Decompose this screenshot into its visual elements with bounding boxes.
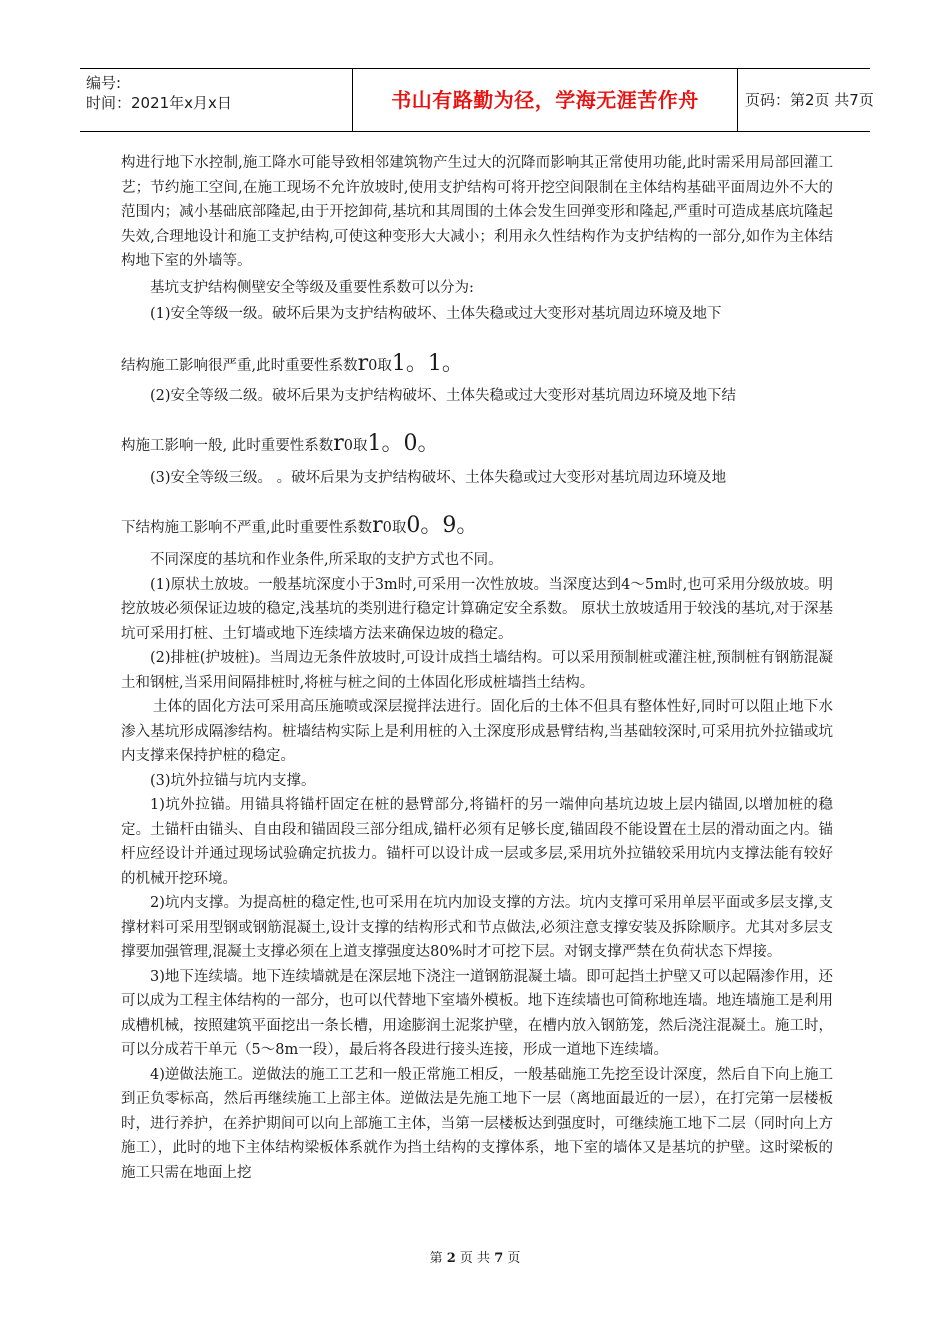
level-2-text: 构施工影响一般, 此时重要性系数 [121, 437, 334, 454]
paragraph-slope: (1)原状土放坡。一般基坑深度小于3m时,可采用一次性放坡。当深度达到4～5m时,也可采用分级放坡。明挖放坡必须保证边坡的稳定,浅基坑的类别进行稳定计算确定安全系数。 原状土放坡适用于较浅的基坑,对于深基坑可采用打桩、土钉墙或地下连续墙方法来确保边坡的稳定。 [121, 576, 833, 642]
header-motto: 书山有路勤为径，学海无涯苦作舟 [391, 88, 699, 112]
date-label: 时间：2021年x月x日 [86, 94, 232, 112]
header-meta [86, 73, 286, 113]
level-1-subscript: 0取 [368, 357, 392, 374]
footer-total-pages: 7 [494, 1251, 504, 1266]
footer-text: 页 [507, 1251, 521, 1266]
paragraph-level-1: (1)安全等级一级。破坏后果为支护结构破坏、土体失稳或过大变形对基坑周边环境及地下 [150, 306, 722, 322]
footer-text: 第 [429, 1251, 443, 1266]
paragraph-level-2-cont [121, 432, 833, 459]
header-page-info: 页码：第2页 共7页 [745, 91, 874, 109]
paragraph-level-1-cont [121, 352, 833, 379]
paragraph-level-2: (2)安全等级二级。破坏后果为支护结构破坏、土体失稳或过大变形对基坑周边环境及地下结 [150, 388, 737, 404]
document-body [121, 151, 833, 1185]
paragraph-soil-stabilization: 土体的固化方法可采用高压施喷或深层搅拌法进行。固化后的土体不但具有整体性好,同时可以阻止地下水渗入基坑形成隔渗结构。桩墙结构实际上是利用桩的入土深度形成悬臂结构,当基础较深时,可采用抗外拉锚或坑内支撑来保持护桩的稳定。 [121, 699, 833, 764]
level-2-value: 1。0。 [367, 430, 440, 456]
paragraph-piles: (2)排桩(护坡桩)。当周边无条件放坡时,可设计成挡土墙结构。可以采用预制桩或灌注桩,预制桩有钢筋混凝土和钢桩,当采用间隔排桩时,将桩与桩之间的土体固化形成桩墙挡土结构。 [121, 650, 833, 691]
paragraph-anchor-support-heading: (3)坑外拉锚与坑内支撑。 [150, 772, 316, 789]
paragraph-top-down: 4)逆做法施工。逆做法的施工工艺和一般正常施工相反，一般基础施工先挖至设计深度，然后自下向上施工到正负零标高，然后再继续施工上部主体。逆做法是先施工地下一层（离地面最近的一层），在打完第一层楼板时，进行养护，在养护期间可以向上部施工主体，当第一层楼板达到强度时，可继续施工地下二层（同时向上方施工），此时的地下主体结构梁板体系就作为挡土结构的支撑体系，地下室的墙体又是基坑的护壁。这时梁板的施工只需在地面上挖 [121, 1066, 833, 1181]
level-1-text: 结构施工影响很严重,此时重要性系数 [121, 357, 358, 374]
gamma-symbol: r [372, 512, 383, 538]
page-header [80, 68, 874, 132]
paragraph-level-3-cont [121, 514, 833, 541]
header-divider-right [737, 69, 738, 131]
paragraph-safety-levels-intro: 基坑支护结构侧壁安全等级及重要性系数可以分为: [150, 279, 474, 296]
paragraph-depth-intro: 不同深度的基坑和作业条件,所采取的支护方式也不同。 [150, 552, 503, 568]
footer-page-number: 2 [446, 1251, 456, 1266]
footer-text: 页 共 [459, 1251, 491, 1266]
paragraph-internal-support: 2)坑内支撑。为提高桩的稳定性,也可采用在坑内加设支撑的方法。坑内支撑可采用单层平面或多层支撑,支撑材料可采用型钢或钢筋混凝土,设计支撑的结构形式和节点做法,必须注意支撑安装及拆除顺序。尤其对多层支撑要加强管理,混凝土支撑必须在上道支撑强度达80%时才可挖下层。对钢支撑严禁在负荷状态下焊接。 [121, 895, 833, 960]
level-3-text: 下结构施工影响不严重,此时重要性系数 [121, 519, 373, 536]
gamma-symbol: r [333, 430, 344, 456]
level-3-value: 0。9。 [406, 512, 479, 538]
page-footer [0, 1247, 950, 1266]
paragraph-level-3: (3)安全等级三级。 。破坏后果为支护结构破坏、土体失稳或过大变形对基坑周边环境及地 [150, 470, 727, 486]
paragraph-external-anchor: 1)坑外拉锚。用锚具将锚杆固定在桩的悬臂部分,将锚杆的另一端伸向基坑边坡上层内锚固,以增加桩的稳定。土锚杆由锚头、自由段和锚固段三部分组成,锚杆必须有足够长度,锚固段不能设置在土层的滑动面之内。锚杆应经设计并通过现场试验确定抗拔力。锚杆可以设计成一层或多层,采用坑外拉锚较采用坑内支撑法能有较好的机械开挖环境。 [121, 797, 833, 887]
paragraph-diaphragm-wall: 3)地下连续墙。地下连续墙就是在深层地下浇注一道钢筋混凝土墙。即可起挡土护壁又可以起隔渗作用，还可以成为工程主体结构的一部分，也可以代替地下室墙外模板。地下连续墙也可简称地连墙。地连墙施工是利用成槽机械，按照建筑平面挖出一条长槽，用途膨润土泥浆护壁，在槽内放入钢筋笼，然后浇注混凝土。施工时，可以分成若干单元（5～8m一段），最后将各段进行接头连接，形成一道地下连续墙。 [121, 968, 833, 1058]
doc-number-label: 编号: [86, 74, 122, 92]
level-1-value: 1。1。 [391, 350, 464, 376]
level-2-subscript: 0取 [343, 437, 368, 454]
gamma-symbol: r [357, 350, 369, 376]
paragraph-1: 构进行地下水控制,施工降水可能导致相邻建筑物产生过大的沉降而影响其正常使用功能,此时需采用局部回灌工艺；节约施工空间,在施工现场不允许放坡时,使用支护结构可将开挖空间限制在主体结构基础平面周边外不大的范围内；减小基础底部隆起,由于开挖卸荷,基坑和其周围的土体会发生回弹变形和隆起,严重时可造成基底坑隆起失效,合理地设计和施工支护结构,可使这种变形大大减小；利用永久性结构作为支护结构的一部分,如作为主体结构地下室的外墙等。 [121, 155, 833, 269]
level-3-subscript: 0取 [382, 519, 407, 536]
